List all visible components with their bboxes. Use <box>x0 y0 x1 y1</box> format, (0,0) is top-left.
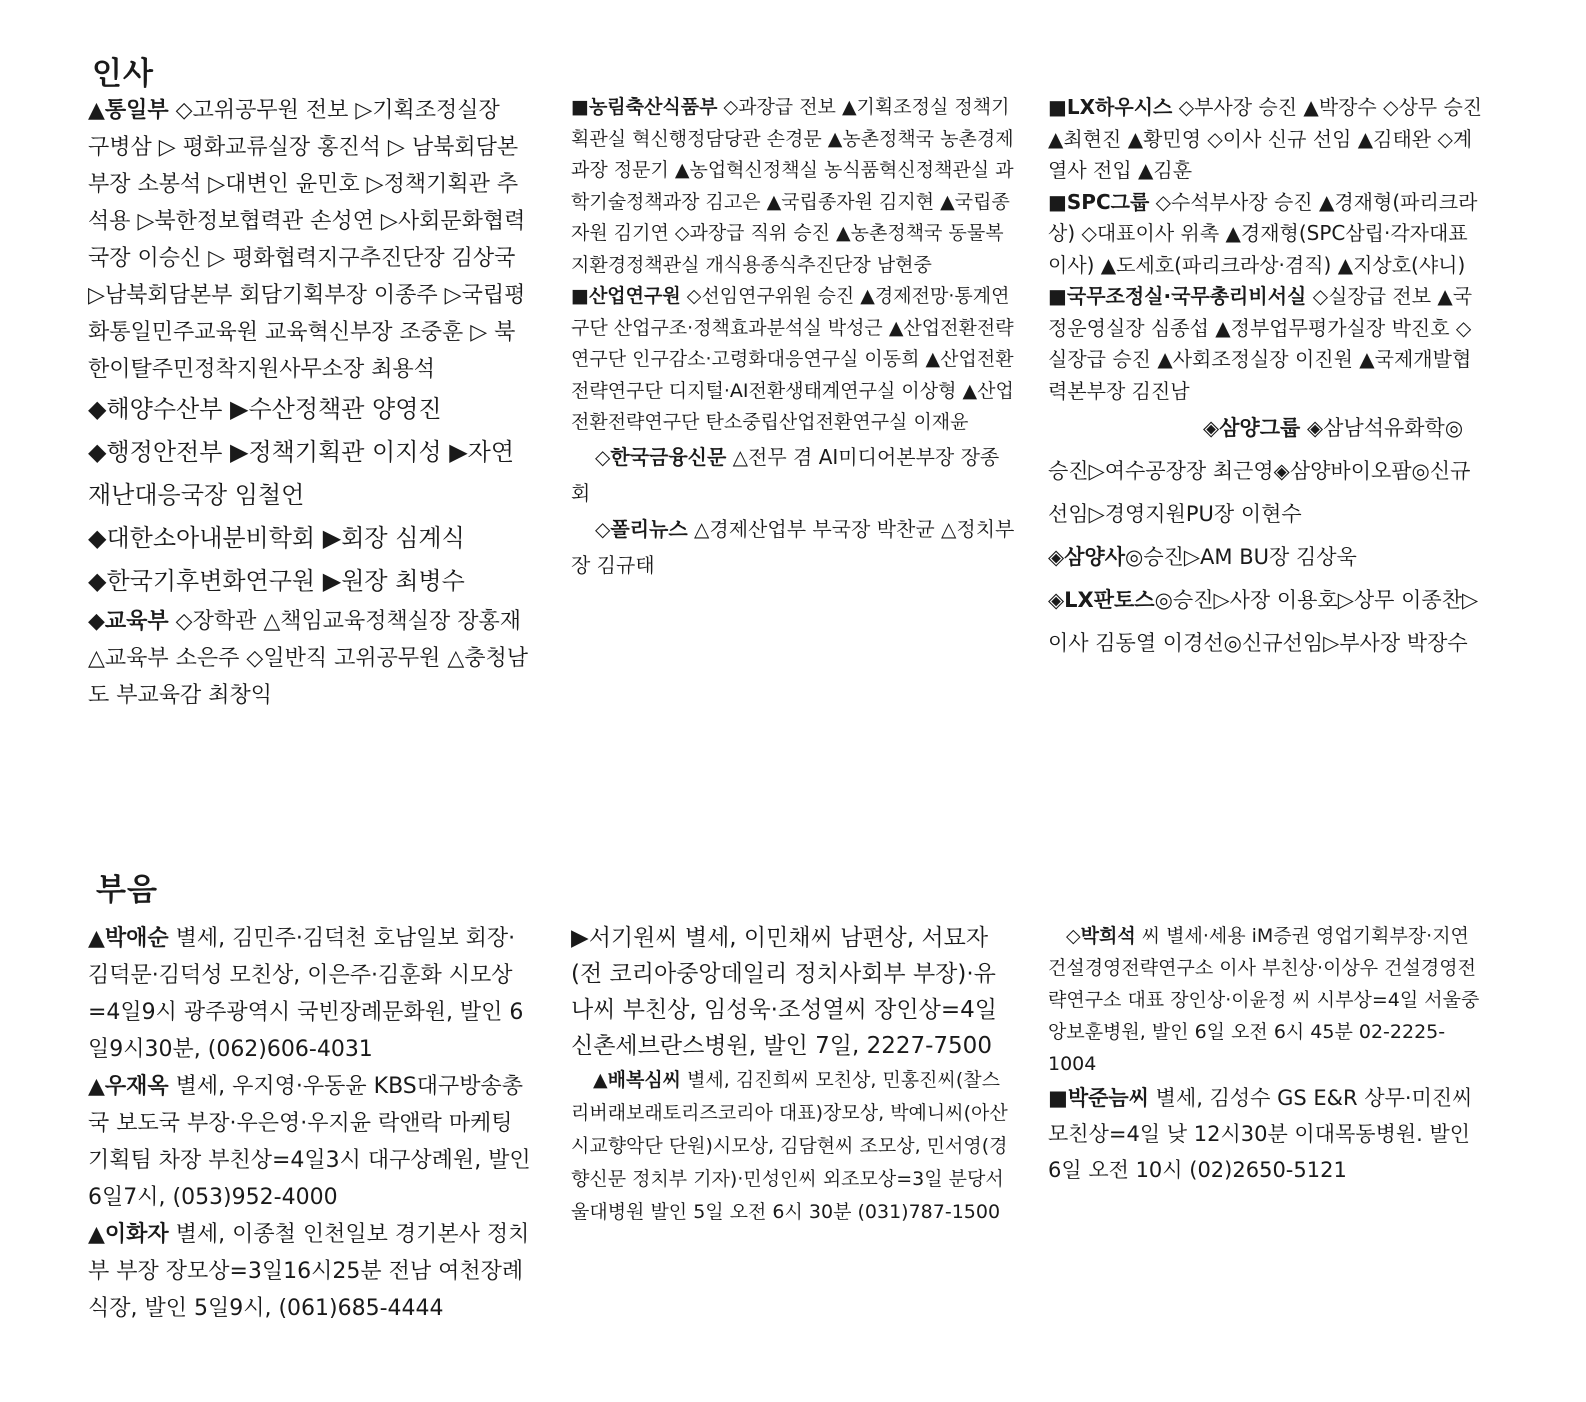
entry-text: ◈삼남석유화학◎ <box>1300 416 1464 440</box>
insa-entry <box>88 517 528 560</box>
insa-entry <box>1048 579 1490 665</box>
entry-text: ◇실장급 전보 ▲국정운영실장 심종섭 ▲정부업무평가실장 박진호 ◇실장급 승진 ▲사회조정실장 이진원 ▲국제개발협력본부장 김진남 <box>1048 284 1473 403</box>
bueum-entry <box>571 920 1016 1064</box>
entry-lead: ◈삼양그룹 <box>1203 416 1301 440</box>
entry-text: 별세, 김민주·김덕천 호남일보 회장·김덕문·김덕성 모친상, 이은주·김훈화 시모상=4일9시 광주광역시 국빈장례문화원, 발인 6일9시30분, (062)606-4031 <box>88 926 524 1062</box>
insa-entry <box>88 92 528 388</box>
entry-lead: ◇박희석 <box>1066 925 1136 947</box>
insa-entry <box>1048 281 1490 407</box>
entry-text: 별세, 우지영·우동윤 KBS대구방송총국 보도국 부장·우은영·우지윤 락앤락 마케팅기획팀 차장 부친상=4일3시 대구상례원, 발인 6일7시, (053)952-4000 <box>88 1074 531 1210</box>
entry-lead: ▶서기원씨 <box>571 925 678 951</box>
entry-text: ◇선임연구위원 승진 ▲경제전망·통계연구단 산업구조·정책효과분석실 박성근 ▲산업전환전략연구단 인구감소·고령화대응연구실 이동희 ▲산업전환전략연구단 디지털·AI전환생태계연구실 이상형 ▲산업전환전략연구단 탄소중립산업전환연구실 이재윤 <box>571 285 1014 433</box>
entry-lead: ▲통일부 <box>88 98 169 123</box>
insa-entry <box>571 281 1016 439</box>
entry-lead: ◇한국금융신문 <box>595 444 727 469</box>
entry-text: △경제산업부 부국장 박찬균 △정치부장 김규태 <box>571 516 1015 577</box>
entry-lead: ▲박애순 <box>88 926 169 951</box>
entry-text: 승진▷여수공장장 최근영◈삼양바이오팜◎신규선임▷경영지원PU장 이현수 <box>1048 459 1471 526</box>
insa-entry <box>1048 187 1490 282</box>
bueum-column-3 <box>1048 920 1488 1188</box>
entry-lead: ■농림축산식품부 <box>571 96 718 118</box>
entry-lead: ◈삼양사 <box>1048 545 1126 569</box>
entry-lead: ■SPC그룹 <box>1048 189 1150 214</box>
entry-lead: ▲배복심씨 <box>593 1069 682 1091</box>
entry-text: ◎승진▷사장 이용호▷상무 이종찬▷이사 김동열 이경선◎신규선임▷부사장 박장수 <box>1048 588 1479 655</box>
bueum-column-2 <box>571 920 1016 1229</box>
bueum-entry <box>88 1068 533 1216</box>
entry-lead: ■박준늠씨 <box>1048 1086 1149 1110</box>
bueum-entry <box>1048 1080 1488 1188</box>
entry-lead: ▲이화자 <box>88 1222 169 1247</box>
insa-entry <box>88 560 528 603</box>
entry-lead: ◈LX판토스 <box>1048 588 1155 612</box>
insa-column-2 <box>571 92 1016 583</box>
section-title-insa: 인사 <box>92 56 154 92</box>
entry-lead: ◇폴리뉴스 <box>595 516 688 541</box>
insa-column-3 <box>1048 92 1490 665</box>
entry-text: ◇부사장 승진 ▲박장수 ◇상무 승진 ▲최현진 ▲황민영 ◇이사 신규 선임 ▲김태완 ◇계열사 전입 ▲김훈 <box>1048 95 1483 182</box>
entry-lead: ■산업연구원 <box>571 285 681 307</box>
section-title-bueum: 부음 <box>96 872 158 908</box>
entry-text: ◆행정안전부 ▶정책기획관 이지성 ▶자연재난대응국장 임철언 <box>88 438 515 509</box>
insa-entry <box>1048 92 1490 187</box>
insa-entry <box>1048 407 1490 450</box>
entry-text: △전무 겸 AI미디어본부장 장종회 <box>571 444 1000 505</box>
insa-entry <box>1048 536 1490 579</box>
entry-text: ◆한국기후변화연구원 ▶원장 최병수 <box>88 567 465 595</box>
entry-text: ◇장학관 △책임교육정책실장 장홍재 △교육부 소은주 ◇일반직 고위공무원 △충청남도 부교육감 최창익 <box>88 609 528 708</box>
insa-entry <box>571 92 1016 281</box>
insa-entry <box>571 439 1016 511</box>
entry-text: ◇고위공무원 전보 ▷기획조정실장 구병삼 ▷ 평화교류실장 홍진석 ▷ 남북회담본부장 소봉석 ▷대변인 윤민호 ▷정책기획관 추석용 ▷북한정보협력관 손성연 ▷사회문화협력국장 이승신 ▷ 평화협력지구추진단장 김상국 ▷남북회담본부 회담기획부장 이종주 ▷국립평화통일민주교육원 교육혁신부장 조중훈 ▷ 북한이탈주민정착지원사무소장 최용석 <box>88 98 526 382</box>
insa-entry <box>88 431 528 517</box>
bueum-entry <box>571 1064 1016 1229</box>
bueum-entry <box>1048 920 1488 1080</box>
entry-text: ◇수석부사장 승진 ▲경재형(파리크라상) ◇대표이사 위촉 ▲경재형(SPC삼립·각자대표 이사) ▲도세호(파리크라상·겸직) ▲지상호(샤니) <box>1048 189 1478 277</box>
bueum-column-1 <box>88 920 533 1327</box>
entry-lead: ■국무조정실·국무총리비서실 <box>1048 284 1307 308</box>
insa-entry <box>571 511 1016 583</box>
entry-text: 별세, 김진희씨 모친상, 민홍진씨(찰스리버래보래토리즈코리아 대표)장모상, 박예니씨(아산시교향악단 단원)시모상, 김담현씨 조모상, 민서영(경향신문 정치부 기자)·민성인씨 외조모상=3일 분당서울대병원 발인 5일 오전 6시 30분 (031)787-1500 <box>571 1069 1008 1223</box>
insa-entry <box>88 388 528 431</box>
insa-entry <box>1048 450 1490 536</box>
entry-text: 씨 별세·세용 iM증권 영업기획부장·지연 건설경영전략연구소 이사 부친상·이상우 건설경영전략연구소 대표 장인상·이윤정 씨 시부상=4일 서울중앙보훈병원, 발인 6일 오전 6시 45분 02-2225-1004 <box>1048 925 1480 1075</box>
insa-entry <box>88 603 528 714</box>
entry-text: 별세, 김성수 GS E&R 상무·미진씨 모친상=4일 낮 12시30분 이대목동병원. 발인 6일 오전 10시 (02)2650-5121 <box>1048 1086 1473 1182</box>
bueum-entry <box>88 920 533 1068</box>
entry-text: 별세, 이종철 인천일보 경기본사 정치부 부장 장모상=3일16시25분 전남 여천장례식장, 발인 5일9시, (061)685-4444 <box>88 1222 530 1321</box>
entry-text: 별세, 이민채씨 남편상, 서묘자(전 코리아중앙데일리 정치사회부 부장)·유나씨 부친상, 임성욱·조성열씨 장인상=4일 신촌세브란스병원, 발인 7일, 2227-7500 <box>571 925 997 1059</box>
entry-text: ◆대한소아내분비학회 ▶회장 심계식 <box>88 524 465 552</box>
entry-text: ◆해양수산부 ▶수산정책관 양영진 <box>88 395 442 423</box>
entry-lead: ■LX하우시스 <box>1048 95 1173 119</box>
entry-lead: ◆교육부 <box>88 609 169 634</box>
bueum-entry <box>88 1216 533 1327</box>
entry-lead: ▲우재옥 <box>88 1074 169 1099</box>
insa-column-1 <box>88 92 528 714</box>
entry-text: ◎승진▷AM BU장 김상욱 <box>1125 545 1357 569</box>
entry-text: ◇과장급 전보 ▲기획조정실 정책기획관실 혁신행정담당관 손경문 ▲농촌정책국 농촌경제과장 정문기 ▲농업혁신정책실 농식품혁신정책관실 과학기술정책과장 김고은 ▲국립종자원 김지현 ▲국립종자원 김기연 ◇과장급 직위 승진 ▲농촌정책국 동물복지환경정책관실 개식용종식추진단장 남현중 <box>571 96 1014 276</box>
